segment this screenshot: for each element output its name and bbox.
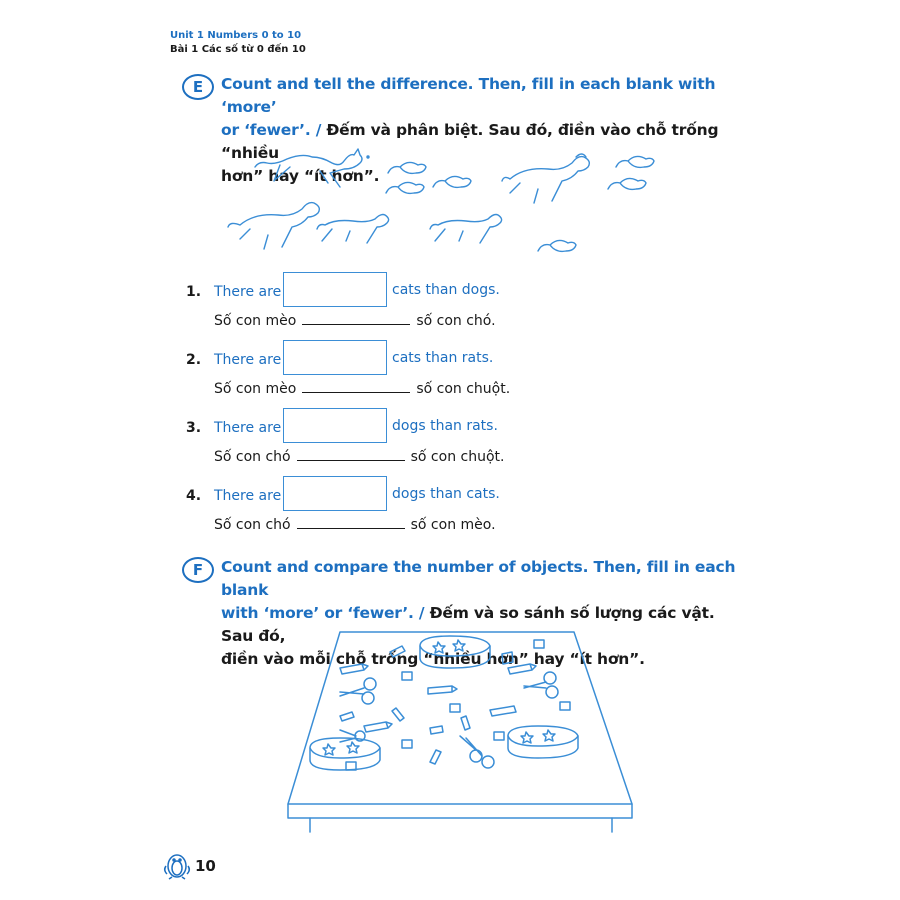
- sharpener-7: [560, 702, 570, 710]
- question-en-suffix: dogs than rats.: [392, 418, 498, 434]
- table-edge: [288, 804, 632, 818]
- question-4: [186, 476, 706, 544]
- question-number: 1.: [186, 284, 202, 300]
- question-vi-prefix: Số con chó: [214, 449, 291, 465]
- vi-blank-1[interactable]: [302, 312, 410, 325]
- page-number: 10: [195, 857, 216, 875]
- answer-box-2[interactable]: [283, 340, 387, 375]
- question-vi-prefix: Số con mèo: [214, 381, 297, 397]
- pencil-case-2: [310, 738, 380, 770]
- question-number: 3.: [186, 420, 202, 436]
- scissors-1: [340, 678, 376, 704]
- marker-5: [430, 750, 441, 764]
- question-en-suffix: dogs than cats.: [392, 486, 500, 502]
- exercise-f-line2-vi: Đếm và so sánh số lượng các vật. Sau đó,: [221, 604, 715, 645]
- question-3: [186, 408, 706, 476]
- rat-illustration-3: [433, 176, 471, 187]
- marker-2: [502, 652, 513, 664]
- vi-blank-3[interactable]: [297, 448, 405, 461]
- sharpener-3: [450, 704, 460, 712]
- crayon-1: [340, 664, 368, 674]
- answer-box-4[interactable]: [283, 476, 387, 511]
- crayon-2: [428, 686, 457, 694]
- exercise-f-badge: F: [182, 557, 214, 583]
- cat-illustration-2: [317, 215, 389, 244]
- lesson-title: Bài 1 Các số từ 0 đến 10: [170, 44, 306, 55]
- answer-box-3[interactable]: [283, 408, 387, 443]
- question-vi: [214, 312, 496, 329]
- question-en-suffix: cats than rats.: [392, 350, 494, 366]
- dog-illustration-1: [502, 154, 589, 203]
- rat-illustration-6: [538, 240, 576, 251]
- exercise-f-line1: Count and compare the number of objects. Then, fill in each blank: [221, 558, 736, 599]
- rat-illustration-2: [386, 182, 424, 193]
- question-number: 4.: [186, 488, 202, 504]
- pencil-case-3: [508, 726, 578, 758]
- question-en-prefix: There are: [214, 488, 282, 504]
- question-vi-prefix: Số con mèo: [214, 313, 297, 329]
- sharpener-4: [402, 740, 412, 748]
- table-legs: [310, 818, 612, 832]
- exercise-e-line2-vi: Đếm và phân biệt. Sau đó, điền vào chỗ trống “nhiều: [221, 121, 719, 162]
- rat-illustration-5: [608, 178, 646, 189]
- rat-illustration-4: [616, 156, 654, 167]
- sharpener-2: [534, 640, 544, 648]
- question-number: 2.: [186, 352, 202, 368]
- question-1: [186, 272, 706, 340]
- question-vi-suffix: số con chuột.: [416, 381, 511, 397]
- question-en-suffix: cats than dogs.: [392, 282, 500, 298]
- marker-1: [390, 646, 405, 657]
- crayon-4: [364, 722, 392, 732]
- table-objects-illustration: [280, 628, 640, 838]
- question-vi-suffix: số con chó.: [416, 313, 496, 329]
- exercise-f-line2-en: with ‘more’ or ‘fewer’. /: [221, 604, 430, 622]
- cat-illustration-3: [430, 215, 502, 244]
- dog-illustration-2: [228, 203, 319, 249]
- exercise-e-badge: E: [182, 74, 214, 100]
- question-vi: [214, 516, 496, 533]
- animals-illustration: [220, 145, 670, 275]
- sharpener-1: [402, 672, 412, 680]
- question-list: [186, 272, 706, 544]
- vi-blank-4[interactable]: [297, 516, 405, 529]
- question-vi: [214, 448, 504, 465]
- crayon-5: [490, 706, 516, 716]
- question-en-prefix: There are: [214, 420, 282, 436]
- vi-blank-2[interactable]: [302, 380, 410, 393]
- marker-7: [430, 726, 443, 734]
- question-en-prefix: There are: [214, 352, 282, 368]
- answer-box-1[interactable]: [283, 272, 387, 307]
- pencil-case-1: [420, 636, 490, 668]
- marker-4: [461, 716, 470, 730]
- marker-6: [340, 712, 354, 721]
- question-vi-suffix: số con mèo.: [410, 517, 496, 533]
- question-vi: [214, 380, 510, 397]
- crayon-3: [508, 664, 536, 674]
- question-vi-prefix: Số con chó: [214, 517, 291, 533]
- exercise-e-line2-en: or ‘fewer’. /: [221, 121, 327, 139]
- question-2: [186, 340, 706, 408]
- exercise-e-line1: Count and tell the difference. Then, fill in each blank with ‘more’: [221, 75, 716, 116]
- scissors-4: [340, 730, 365, 742]
- table-top: [288, 632, 632, 804]
- unit-title: Unit 1 Numbers 0 to 10: [170, 30, 302, 41]
- rat-illustration-1: [388, 162, 426, 173]
- question-en-prefix: There are: [214, 284, 282, 300]
- exercise-e-line3: hơn” hay “ít hơn”.: [221, 167, 380, 185]
- sharpener-5: [494, 732, 504, 740]
- question-vi-suffix: số con chuột.: [410, 449, 505, 465]
- marker-3: [392, 708, 404, 721]
- scissors-2: [524, 672, 558, 698]
- penguin-icon: [162, 848, 192, 880]
- scissors-3: [460, 736, 494, 768]
- cat-illustration-1: [255, 149, 369, 187]
- exercise-f-line3: điền vào mỗi chỗ trống “nhiều hơn” hay “ít hơn”.: [221, 650, 645, 668]
